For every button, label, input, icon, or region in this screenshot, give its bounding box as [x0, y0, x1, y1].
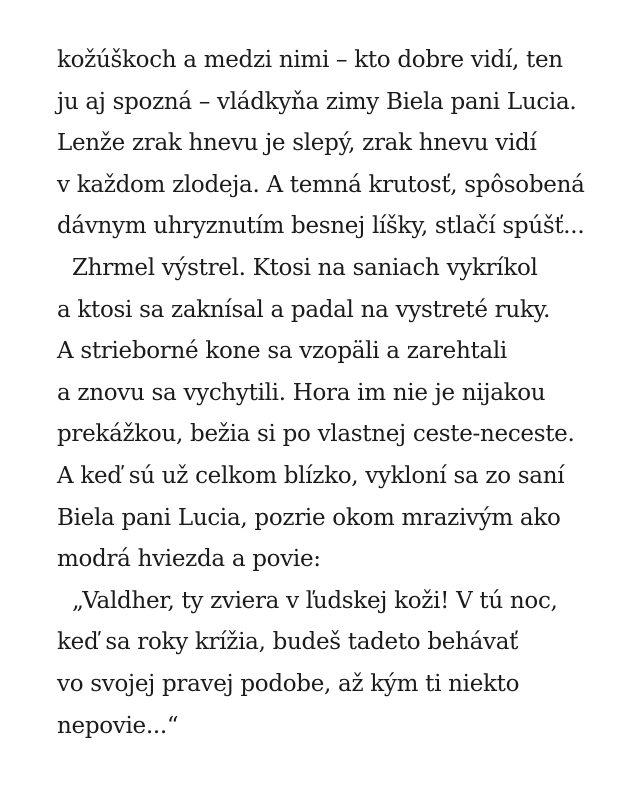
text-line: A keď sú už celkom blízko, vykloní sa zo saní	[57, 462, 565, 489]
text-line: a ktosi sa zaknísal a padal na vystreté ruky.	[57, 296, 551, 323]
text-line: a znovu sa vychytili. Hora im nie je nijakou	[57, 379, 546, 406]
text-line: „Valdher, ty zviera v ľudskej koži! V tú noc,	[72, 587, 558, 614]
text-line: dávnym uhryznutím besnej líšky, stlačí spúšť...	[57, 213, 585, 240]
text-line: vo svojej pravej podobe, až kým ti niekto	[57, 670, 520, 697]
text-line: A strieborné kone sa vzopäli a zarehtali	[57, 338, 507, 365]
text-line: kožúškoch a medzi nimi – kto dobre vidí, ten	[57, 47, 563, 73]
text-line: Lenže zrak hnevu je slepý, zrak hnevu vidí	[57, 130, 537, 157]
text-line: nepovie...“	[57, 712, 179, 739]
text-line: prekážkou, bežia si po vlastnej ceste-neceste.	[57, 421, 575, 448]
text-line: Biela pani Lucia, pozrie okom mrazivým ako	[57, 504, 561, 531]
text-line: v každom zlodeja. A temná krutosť, spôsobená	[57, 171, 585, 198]
text-line: Zhrmel výstrel. Ktosi na saniach vykríkol	[72, 254, 538, 281]
text-line: modrá hviezda a povie:	[57, 546, 321, 573]
text-line: ju aj spozná – vládkyňa zimy Biela pani Lucia.	[57, 88, 577, 115]
body-text	[57, 40, 617, 747]
text-line: keď sa roky krížia, budeš tadeto behávať	[57, 629, 519, 656]
